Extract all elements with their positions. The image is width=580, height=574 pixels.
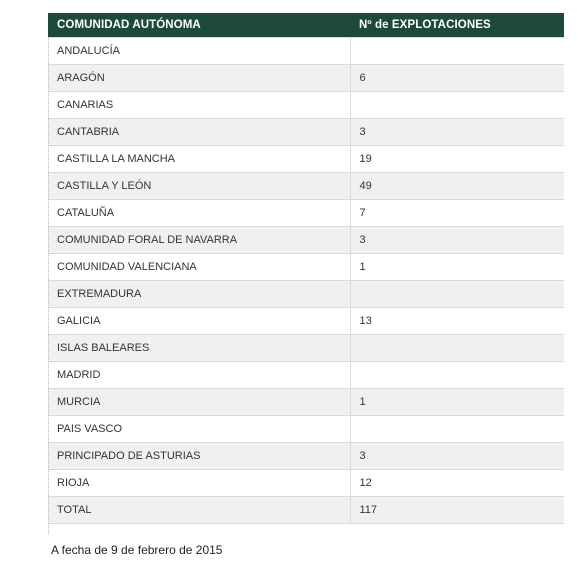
table-row [48,443,564,470]
region-cell: CATALUÑA [48,200,350,227]
date-footnote: A fecha de 9 de febrero de 2015 [51,543,223,557]
region-cell: CASTILLA LA MANCHA [48,146,350,173]
count-cell [350,281,564,308]
table-row [48,416,564,443]
dotted-divider [48,37,49,534]
table-row [48,281,564,308]
header-region: COMUNIDAD AUTÓNOMA [48,13,350,38]
region-cell: COMUNIDAD FORAL DE NAVARRA [48,227,350,254]
region-cell: MADRID [48,362,350,389]
region-cell: CASTILLA Y LEÓN [48,173,350,200]
total-row [48,497,564,524]
count-cell [350,38,564,65]
table-row [48,65,564,92]
region-cell: CANARIAS [48,92,350,119]
region-cell: CANTABRIA [48,119,350,146]
count-cell: 12 [350,470,564,497]
count-cell: 1 [350,389,564,416]
table-row [48,173,564,200]
count-cell: 3 [350,119,564,146]
count-cell [350,92,564,119]
count-cell [350,416,564,443]
count-cell: 19 [350,146,564,173]
count-cell [350,362,564,389]
region-cell: GALICIA [48,308,350,335]
table-row [48,254,564,281]
region-cell: EXTREMADURA [48,281,350,308]
region-cell: COMUNIDAD VALENCIANA [48,254,350,281]
table-row [48,200,564,227]
count-cell: 1 [350,254,564,281]
count-cell: 3 [350,443,564,470]
table-row [48,227,564,254]
table-row [48,38,564,65]
count-cell: 3 [350,227,564,254]
explotaciones-table [48,13,564,524]
count-cell: 7 [350,200,564,227]
header-row [48,13,564,38]
count-cell: 13 [350,308,564,335]
table-row [48,119,564,146]
region-cell: PAIS VASCO [48,416,350,443]
table-row [48,470,564,497]
region-cell: TOTAL [48,497,350,524]
table-row [48,146,564,173]
region-cell: MURCIA [48,389,350,416]
table-row [48,92,564,119]
count-cell: 117 [350,497,564,524]
table-container [48,13,564,524]
count-cell: 49 [350,173,564,200]
table-header [48,13,564,38]
count-cell: 6 [350,65,564,92]
region-cell: PRINCIPADO DE ASTURIAS [48,443,350,470]
table-row [48,389,564,416]
header-count: Nº de EXPLOTACIONES [350,13,564,38]
region-cell: ARAGÓN [48,65,350,92]
count-cell [350,335,564,362]
table-row [48,362,564,389]
table-body [48,38,564,524]
table-row [48,335,564,362]
table-row [48,308,564,335]
region-cell: ISLAS BALEARES [48,335,350,362]
region-cell: ANDALUCÍA [48,38,350,65]
region-cell: RIOJA [48,470,350,497]
